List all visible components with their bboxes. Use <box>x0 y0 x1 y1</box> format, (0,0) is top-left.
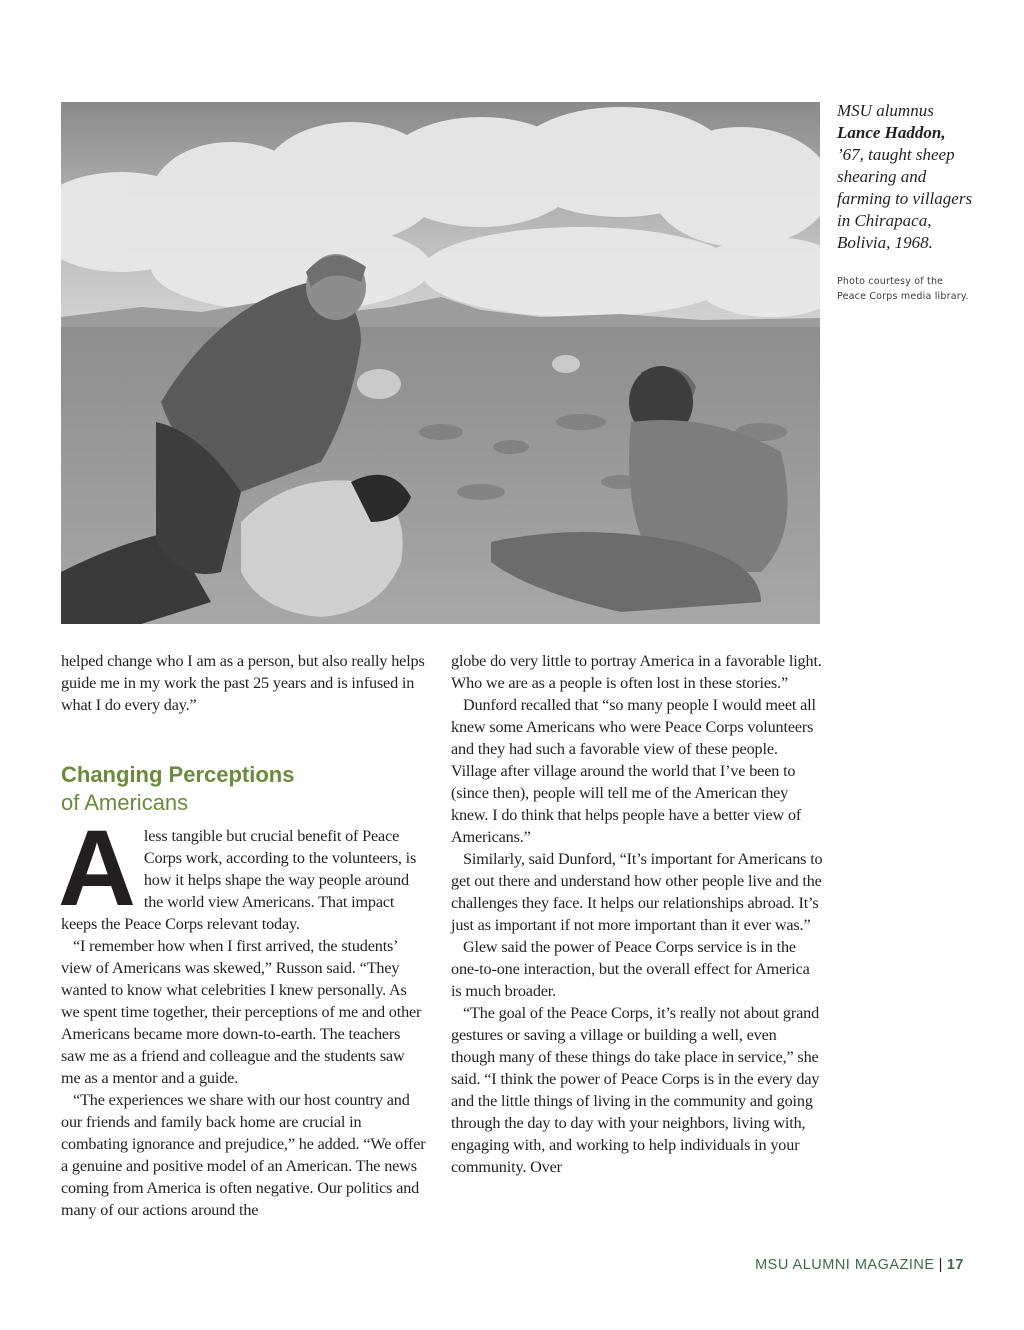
left-column-body <box>58 807 426 1221</box>
paragraph: “The goal of the Peace Corps, it’s really not about grand gestures or saving a village or building a well, even though many of these things do take place in service,” she said. “I think the power of Peace Corps is in the every day and the little things of living in the community and going through the day to day with your neighbors, living with, engaging with, and working to help individuals in your community. Over <box>451 1004 820 1176</box>
caption-line: Bolivia, 1968. <box>837 233 933 252</box>
right-column <box>451 650 823 1178</box>
caption-line: ’67, taught sheep <box>837 145 955 164</box>
drop-cap: A <box>58 807 136 928</box>
credit-line: Photo courtesy of the <box>837 276 944 287</box>
footer-separator: | <box>938 1257 943 1273</box>
photo-credit <box>837 274 1007 304</box>
credit-line: Peace Corps media library. <box>837 291 969 302</box>
heading-main: Changing Perceptions <box>61 762 295 787</box>
paragraph: Similarly, said Dunford, “It’s important for Americans to get out there and understand how other people live and the challenges they face. It helps our relationships abroad. It’s just as important if not more important than it ever was.” <box>451 850 823 934</box>
photo-illustration <box>61 102 820 624</box>
paragraph: “I remember how when I first arrived, the students’ view of Americans was skewed,” Russon said. “They wanted to know what celebrities I knew personally. As we spent time together, their perceptions of me and other Americans became more down-to-earth. The teachers saw me as a friend and colleague and the students saw me as a mentor and a guide. <box>61 937 422 1087</box>
left-column <box>61 650 426 716</box>
paragraph: Dunford recalled that “so many people I would meet all knew some Americans who were Peace Corps volunteers and they had such a favorable view of these people. Village after village around the world that I’ve been to (since then), people will tell me of the American they knew. I do think that helps people have a better view of Americans.” <box>451 696 816 846</box>
page-number: 17 <box>946 1257 964 1273</box>
caption-line: shearing and <box>837 167 927 186</box>
caption-line: farming to villagers <box>837 189 973 208</box>
paragraph: helped change who I am as a person, but also really helps guide me in my work the past 25 years and is infused in what I do every day.” <box>61 652 425 714</box>
paragraph: Glew said the power of Peace Corps service is in the one-to-one interaction, but the overall effect for America is much broader. <box>451 938 810 1000</box>
caption-line: in Chirapaca, <box>837 211 932 230</box>
caption-name: Lance Haddon, <box>837 123 946 142</box>
paragraph: globe do very little to portray America in a favorable light. Who we are as a people is often lost in these stories.” <box>451 652 822 692</box>
caption-line: MSU alumnus <box>837 101 934 120</box>
heading-sub: of Americans <box>61 790 189 815</box>
paragraph: “The experiences we share with our host country and our friends and family back home are crucial in combating ignorance and prejudice,” he added. “We offer a genuine and positive model of an American. The news coming from America is often negative. Our politics and many of our actions around the <box>61 1091 426 1219</box>
magazine-name: MSU ALUMNI MAGAZINE <box>755 1257 935 1273</box>
photo-sheep-shearing <box>61 102 820 624</box>
paragraph: less tangible but crucial benefit of Peace Corps work, according to the volunteers, is how it helps shape the way people around the world view Americans. That impact keeps the Peace Corps relevant today. <box>61 827 417 933</box>
page-footer <box>755 1257 964 1273</box>
photo-caption <box>837 100 997 254</box>
